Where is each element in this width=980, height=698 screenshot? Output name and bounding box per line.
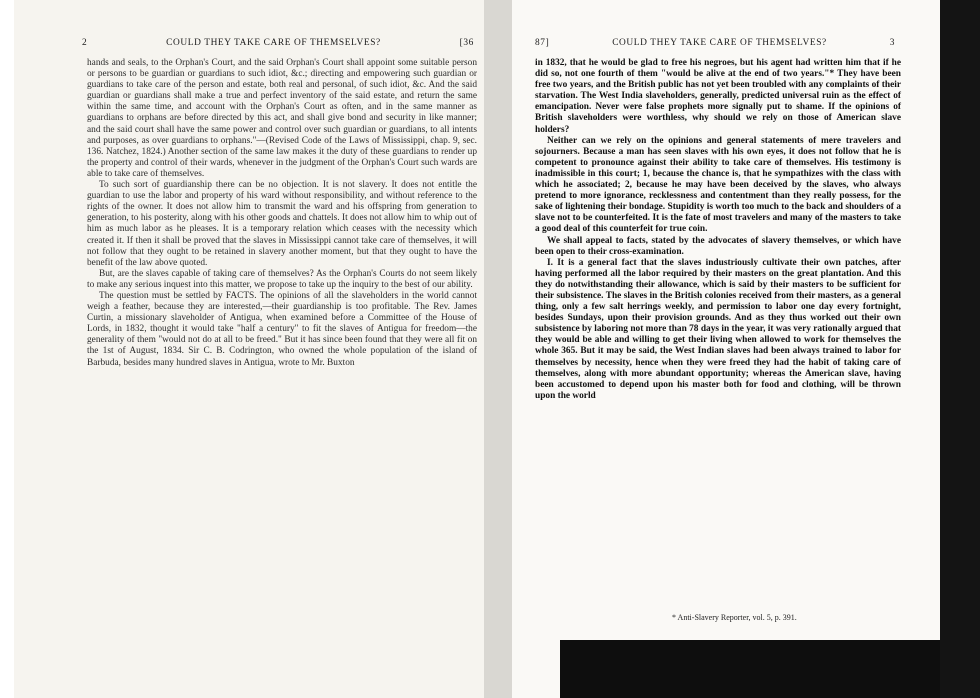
left-page: [14, 0, 484, 698]
right-paragraph-1: in 1832, that he would be glad to free his negroes, but his agent had written him that if he did so, not one fourth of them "would be alive at the end of two years."* They have been free two years, and the British public has not yet been troubled with any complaints of their starvation. The West India slaveholders, generally, predicted universal ruin as the effect of emancipation. Never were false prophets more signally put to shame. If the opinions of British slaveholders were worthless, why should we rely on those of American slave holders?: [535, 58, 901, 135]
right-running-head: COULD THEY TAKE CARE OF THEMSELVES?: [612, 38, 827, 48]
left-paragraph-1: hands and seals, to the Orphan's Court, and the said Orphan's Court shall appoint some suitable person or persons to be guardian or guardians to such idiot, &c.; directing and empowering such guardian or guardians to take care of the person and estate, both real and personal, of such idiot, &c. And the said guardian or guardians shall make a true and perfect inventory of the said estate, and return the same within the same time, and account with the Orphan's Court as often, and in the same manner as guardians to orphans are before directed by this act, and shall give bond and security in like manner; and the said court shall have the same power and control over such guardian or guardians, to all intents and purposes, as over guardians to orphans."—(Revised Code of the Laws of Mississippi, chap. 9, sec. 136. Natchez, 1824.) Another section of the same law makes it the duty of these guardians to render up the property and control of their wards, whenever in the judgment of the Orphan's Court such wards are able to take care of themselves.: [87, 58, 477, 179]
left-paragraph-2: To such sort of guardianship there can be no objection. It is not slavery. It does not entitle the guardian to use the labor and property of his ward without responsibility, and without reference to the rights of the owner. It does not allow him to transmit the ward and his offspring from generation to generation, to his posterity, along with his other goods and chattels. It does not allow him to whip out of him as much labor as he pleases. It is a temporary relation which ceases with the necessity which created it. If then it shall be proved that the slaves in Mississippi cannot take care of themselves, it will not follow that they ought to be retained in slavery another moment, but that they ought to have the benefit of the law above quoted.: [87, 180, 477, 268]
right-paragraph-2: Neither can we rely on the opinions and general statements of mere travelers and sojourners. Because a man has seen slaves with his own eyes, it does not follow that he is competent to pronounce against their ability to take care of themselves. His testimony is inadmissible in this court; 1, because the chance is, that he sympathizes with the class with which he associated; 2, because he may have been deceived by the slaves, who always pretend to more ignorance, recklessness and contentment than they really possess, for the sake of lightening their bondage. Stupidity is worth too much to the back and shoulders of a slave not to be counterfeited. It is the fate of most travelers and many of the masters to take a good deal of this counterfeit for true coin.: [535, 135, 901, 235]
left-year-marker: [36: [459, 38, 474, 48]
right-running-header: [535, 38, 895, 48]
left-paragraph-3: But, are the slaves capable of taking care of themselves? As the Orphan's Courts do not seem likely to make any serious inquest into this matter, we propose to take up the inquiry to the best of our ability.: [87, 268, 477, 290]
right-body-text: [535, 58, 901, 402]
book-gutter: [484, 0, 512, 698]
left-running-header: [82, 38, 474, 48]
right-paragraph-4: I. It is a general fact that the slaves industriously cultivate their own patches, after having performed all the labor required by their masters on the great plantation. And this they do notwithstanding their allowance, which is said by their masters to be sufficient for their subsistence. The slaves in the British colonies received from their masters, as a general thing, only a few salt herrings weekly, and permission to labor one day every fortnight, besides Sundays, upon their provision grounds. And as they thus worked out their own subsistence by laboring not more than 78 days in the year, it was very rationally argued that they would be able and willing to get their living when allowed to work for themselves the whole 365. But it may be said, the West Indian slaves had been always trained to labor for themselves by necessity, hence when they were freed they had the habit of taking care of themselves, along with more abundant opportunity; whereas the American slave, having been accustomed to depend upon his master both for food and clothing, will be thrown upon the world: [535, 257, 901, 401]
left-running-head: COULD THEY TAKE CARE OF THEMSELVES?: [166, 38, 381, 48]
scan-shadow-bottom: [560, 640, 940, 698]
scan-edge-dark: [940, 0, 980, 698]
left-paragraph-4: The question must be settled by FACTS. The opinions of all the slaveholders in the world cannot weigh a feather, because they are interested,—their guardianship is too profitable. The Rev. James Curtin, a missionary slaveholder of Antigua, when examined before a Committee of the House of Lords, in 1832, thought it would take "half a century" to fit the slaves of Antigua for freedom—the generality of them "would not do at all to be freed." But it has since been found that they were all fit on the 1st of August, 1834. Sir C. B. Codrington, who owned the whole population of the island of Barbuda, besides many hundred slaves in Antigua, wrote to Mr. Buxton: [87, 290, 477, 368]
right-paragraph-3: We shall appeal to facts, stated by the advocates of slavery themselves, or which have been open to their cross-examination.: [535, 235, 901, 257]
left-body-text: [87, 58, 477, 369]
right-year-marker: 87]: [535, 38, 550, 48]
left-page-number: 2: [82, 38, 88, 48]
right-page-number: 3: [889, 38, 895, 48]
right-footnote: * Anti-Slavery Reporter, vol. 5, p. 391.: [672, 613, 797, 622]
right-page: [512, 0, 940, 698]
